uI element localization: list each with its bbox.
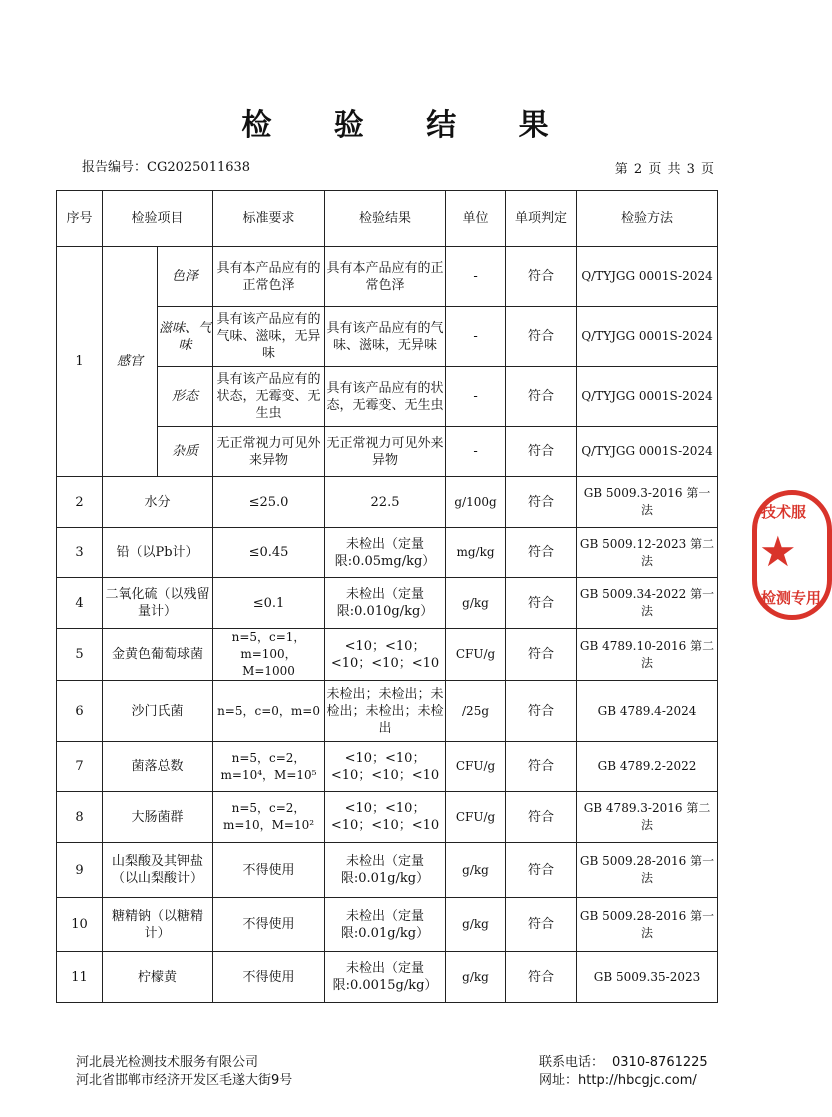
unit: g/kg bbox=[446, 898, 506, 952]
item-name: 水分 bbox=[103, 477, 213, 528]
unit: CFU/g bbox=[446, 742, 506, 792]
row-number: 5 bbox=[57, 629, 103, 681]
row-number: 10 bbox=[57, 898, 103, 952]
method: GB 5009.3-2016 第一法 bbox=[577, 477, 718, 528]
verdict: 符合 bbox=[506, 681, 577, 742]
method: Q/TYJGG 0001S-2024 bbox=[577, 247, 718, 307]
unit: g/kg bbox=[446, 843, 506, 898]
verdict: 符合 bbox=[506, 477, 577, 528]
item-name: 山梨酸及其钾盐（以山梨酸计） bbox=[103, 843, 213, 898]
table-row bbox=[57, 629, 718, 681]
unit: - bbox=[446, 427, 506, 477]
requirement: 具有本产品应有的正常色泽 bbox=[213, 247, 325, 307]
item-name: 形态 bbox=[158, 367, 213, 427]
requirement: ≤25.0 bbox=[213, 477, 325, 528]
requirement: n=5，c=2，m=10⁴，M=10⁵ bbox=[213, 742, 325, 792]
method: GB 5009.34-2022 第一法 bbox=[577, 578, 718, 629]
verdict: 符合 bbox=[506, 898, 577, 952]
result: 22.5 bbox=[325, 477, 446, 528]
footer-phone-value: 0310-8761225 bbox=[612, 1055, 708, 1070]
verdict: 符合 bbox=[506, 792, 577, 843]
header-result: 检验结果 bbox=[325, 191, 446, 247]
verdict: 符合 bbox=[506, 247, 577, 307]
verdict: 符合 bbox=[506, 742, 577, 792]
item-name: 色泽 bbox=[158, 247, 213, 307]
star-icon: ★ bbox=[759, 527, 797, 576]
method: GB 5009.35-2023 bbox=[577, 952, 718, 1003]
method: Q/TYJGG 0001S-2024 bbox=[577, 307, 718, 367]
verdict: 符合 bbox=[506, 528, 577, 578]
row-number: 11 bbox=[57, 952, 103, 1003]
sensory-group-label: 感官 bbox=[103, 247, 158, 477]
requirement: n=5，c=0，m=0 bbox=[213, 681, 325, 742]
requirement: n=5，c=2，m=10，M=10² bbox=[213, 792, 325, 843]
report-number bbox=[82, 156, 250, 175]
result: 具有该产品应有的气味、滋味，无异味 bbox=[325, 307, 446, 367]
row-number: 7 bbox=[57, 742, 103, 792]
item-name: 金黄色葡萄球菌 bbox=[103, 629, 213, 681]
unit: - bbox=[446, 247, 506, 307]
row-number: 8 bbox=[57, 792, 103, 843]
result: <10；<10；<10；<10；<10 bbox=[325, 792, 446, 843]
method: Q/TYJGG 0001S-2024 bbox=[577, 427, 718, 477]
unit: g/100g bbox=[446, 477, 506, 528]
result: 未检出；未检出；未检出；未检出；未检出 bbox=[325, 681, 446, 742]
row-number: 1 bbox=[57, 247, 103, 477]
stamp-text-top: 技术服 bbox=[761, 503, 807, 521]
item-name: 柠檬黄 bbox=[103, 952, 213, 1003]
verdict: 符合 bbox=[506, 629, 577, 681]
row-number: 2 bbox=[57, 477, 103, 528]
result: 未检出（定量限:0.0015g/kg） bbox=[325, 952, 446, 1003]
unit: - bbox=[446, 307, 506, 367]
header-no: 序号 bbox=[57, 191, 103, 247]
unit: CFU/g bbox=[446, 629, 506, 681]
item-name: 滋味、气味 bbox=[158, 307, 213, 367]
footer-right bbox=[539, 1054, 708, 1090]
row-number: 4 bbox=[57, 578, 103, 629]
red-seal-stamp bbox=[752, 490, 832, 620]
verdict: 符合 bbox=[506, 367, 577, 427]
result: <10；<10；<10；<10；<10 bbox=[325, 629, 446, 681]
header-item: 检验项目 bbox=[103, 191, 213, 247]
table-row bbox=[57, 952, 718, 1003]
method: GB 4789.4-2024 bbox=[577, 681, 718, 742]
requirement: 不得使用 bbox=[213, 898, 325, 952]
item-name: 糖精钠（以糖精计） bbox=[103, 898, 213, 952]
result: 未检出（定量限:0.010g/kg） bbox=[325, 578, 446, 629]
footer-left bbox=[76, 1054, 292, 1090]
method: GB 5009.12-2023 第二法 bbox=[577, 528, 718, 578]
result: 未检出（定量限:0.01g/kg） bbox=[325, 843, 446, 898]
unit: CFU/g bbox=[446, 792, 506, 843]
header-verdict: 单项判定 bbox=[506, 191, 577, 247]
table-row bbox=[57, 528, 718, 578]
method: GB 4789.3-2016 第二法 bbox=[577, 792, 718, 843]
verdict: 符合 bbox=[506, 952, 577, 1003]
result: 无正常视力可见外来异物 bbox=[325, 427, 446, 477]
footer-company: 河北晨光检测技术服务有限公司 bbox=[76, 1055, 259, 1070]
requirement: 不得使用 bbox=[213, 843, 325, 898]
row-number: 6 bbox=[57, 681, 103, 742]
item-name: 大肠菌群 bbox=[103, 792, 213, 843]
item-name: 二氧化硫（以残留量计） bbox=[103, 578, 213, 629]
row-number: 3 bbox=[57, 528, 103, 578]
row-number: 9 bbox=[57, 843, 103, 898]
result: 未检出（定量限:0.01g/kg） bbox=[325, 898, 446, 952]
requirement: 无正常视力可见外来异物 bbox=[213, 427, 325, 477]
method: GB 5009.28-2016 第一法 bbox=[577, 843, 718, 898]
header-row bbox=[57, 191, 718, 247]
header-req: 标准要求 bbox=[213, 191, 325, 247]
requirement: 具有该产品应有的气味、滋味，无异味 bbox=[213, 307, 325, 367]
page-info: 第 2 页 共 3 页 bbox=[614, 162, 714, 177]
page-title: 检 验 结 果 bbox=[241, 108, 575, 143]
unit: g/kg bbox=[446, 578, 506, 629]
result: 具有该产品应有的状态，无霉变、无生虫 bbox=[325, 367, 446, 427]
report-number-label: 报告编号： bbox=[82, 160, 148, 175]
footer-address: 河北省邯郸市经济开发区毛遂大街9号 bbox=[76, 1073, 293, 1088]
item-name: 杂质 bbox=[158, 427, 213, 477]
header-unit: 单位 bbox=[446, 191, 506, 247]
method: GB 4789.2-2022 bbox=[577, 742, 718, 792]
table-row bbox=[57, 247, 718, 307]
table-row bbox=[57, 742, 718, 792]
unit: g/kg bbox=[446, 952, 506, 1003]
footer-web-label: 网址： bbox=[539, 1073, 579, 1088]
result: 未检出（定量限:0.05mg/kg） bbox=[325, 528, 446, 578]
footer-web bbox=[539, 1072, 708, 1090]
result: <10；<10；<10；<10；<10 bbox=[325, 742, 446, 792]
table-row bbox=[57, 843, 718, 898]
requirement: 不得使用 bbox=[213, 952, 325, 1003]
item-name: 菌落总数 bbox=[103, 742, 213, 792]
unit: - bbox=[446, 367, 506, 427]
footer-phone-label: 联系电话： bbox=[539, 1055, 605, 1070]
table-row bbox=[57, 477, 718, 528]
unit: /25g bbox=[446, 681, 506, 742]
item-name: 沙门氏菌 bbox=[103, 681, 213, 742]
method: GB 5009.28-2016 第一法 bbox=[577, 898, 718, 952]
requirement: ≤0.45 bbox=[213, 528, 325, 578]
requirement: n=5，c=1，m=100，M=1000 bbox=[213, 629, 325, 681]
report-number-value: CG2025011638 bbox=[147, 160, 251, 175]
stamp-text-bottom: 检测专用 bbox=[761, 589, 822, 607]
result: 具有本产品应有的正常色泽 bbox=[325, 247, 446, 307]
footer-phone bbox=[539, 1054, 708, 1072]
item-name: 铅（以Pb计） bbox=[103, 528, 213, 578]
verdict: 符合 bbox=[506, 427, 577, 477]
verdict: 符合 bbox=[506, 843, 577, 898]
requirement: 具有该产品应有的状态，无霉变、无生虫 bbox=[213, 367, 325, 427]
requirement: ≤0.1 bbox=[213, 578, 325, 629]
verdict: 符合 bbox=[506, 307, 577, 367]
verdict: 符合 bbox=[506, 578, 577, 629]
results-table bbox=[56, 190, 718, 1003]
method: Q/TYJGG 0001S-2024 bbox=[577, 367, 718, 427]
footer-web-link[interactable]: http://hbcgjc.com/ bbox=[578, 1073, 697, 1088]
unit: mg/kg bbox=[446, 528, 506, 578]
table-row bbox=[57, 792, 718, 843]
header-method: 检验方法 bbox=[577, 191, 718, 247]
table-row bbox=[57, 681, 718, 742]
table-row bbox=[57, 578, 718, 629]
method: GB 4789.10-2016 第二法 bbox=[577, 629, 718, 681]
table-row bbox=[57, 898, 718, 952]
